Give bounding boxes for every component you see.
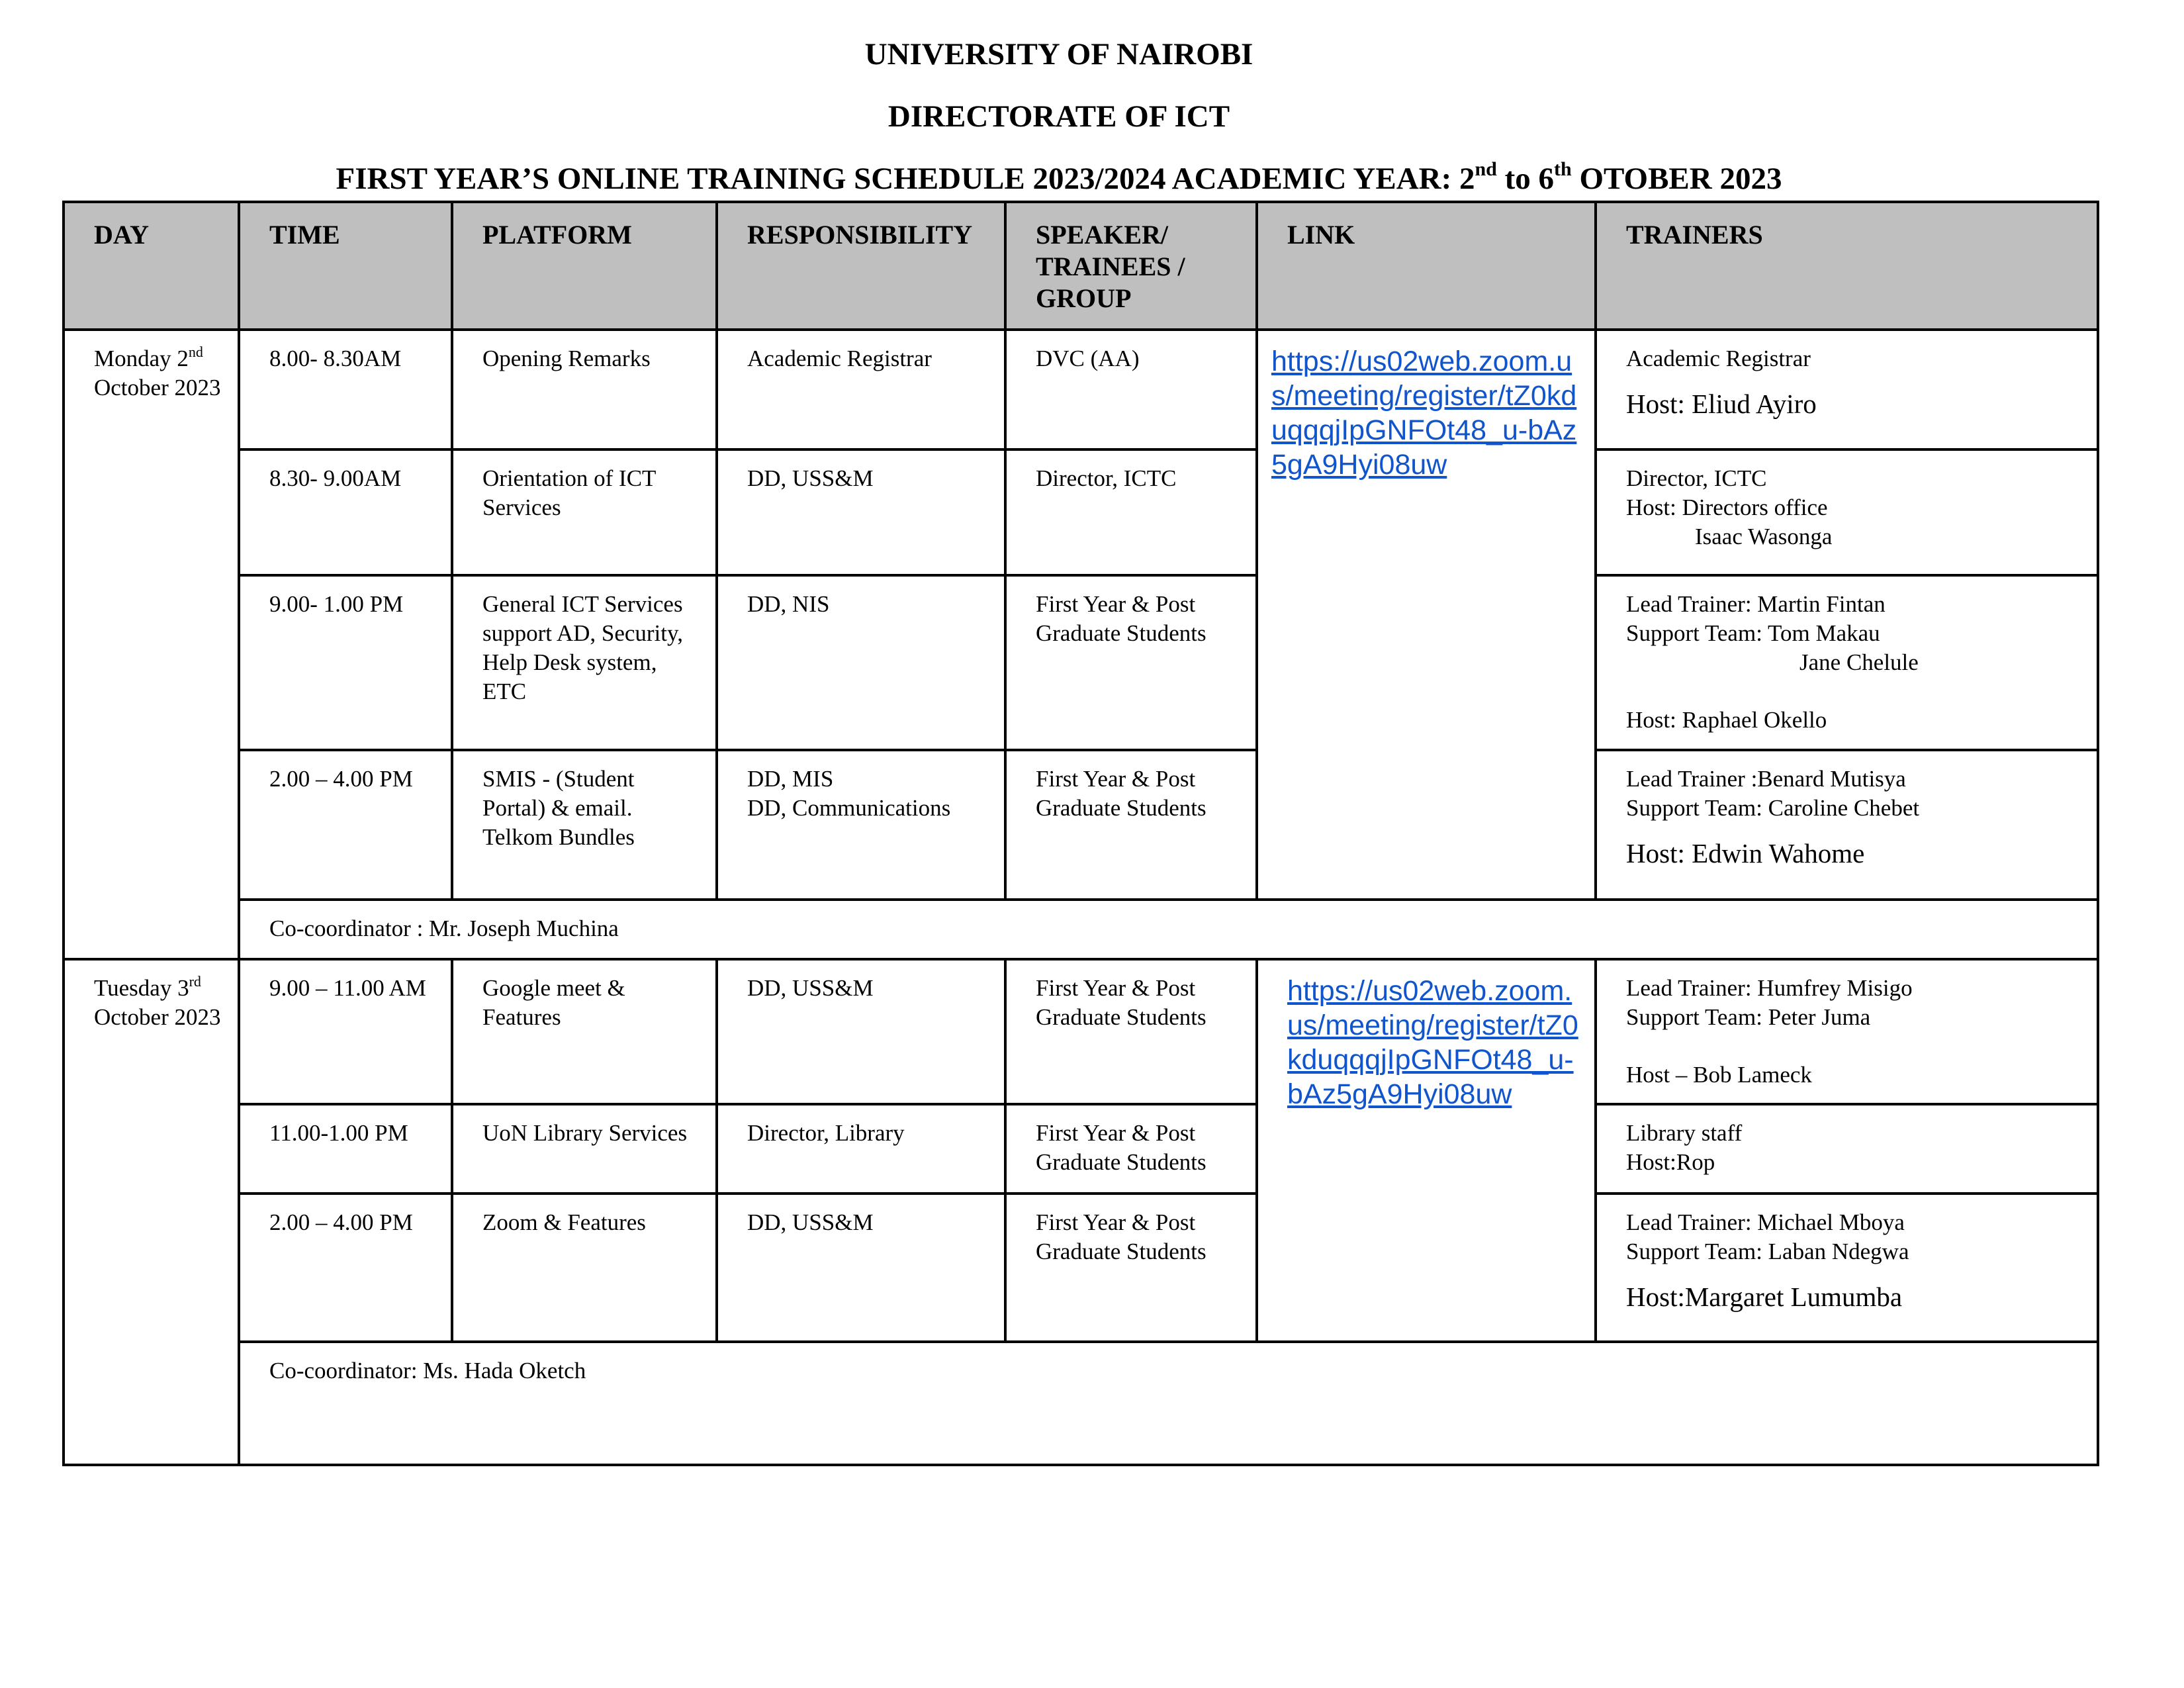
table-row	[64, 330, 2098, 449]
session-time: 2.00 – 4.00 PM	[239, 1194, 452, 1342]
session-time: 9.00- 1.00 PM	[239, 575, 452, 750]
session-platform: Orientation of ICT Services	[452, 449, 717, 575]
session-platform: Google meet & Features	[452, 959, 717, 1104]
session-trainers: Lead Trainer: Humfrey Misigo Support Team: Peter Juma Host – Bob Lameck	[1596, 959, 2098, 1104]
session-time: 9.00 – 11.00 AM	[239, 959, 452, 1104]
day-cell-monday: Monday 2nd October 2023	[64, 330, 239, 959]
session-responsibility: DD, USS&M	[717, 449, 1005, 575]
session-speaker: First Year & Post Graduate Students	[1005, 750, 1257, 900]
session-platform: Opening Remarks	[452, 330, 717, 449]
session-speaker: First Year & Post Graduate Students	[1005, 1194, 1257, 1342]
schedule-title: FIRST YEAR’S ONLINE TRAINING SCHEDULE 2023/2024 ACADEMIC YEAR: 2nd to 6th OTOBER 2023	[336, 158, 1782, 196]
link-cell	[1257, 330, 1596, 900]
column-header-link: LINK	[1257, 202, 1596, 330]
column-header-platform: PLATFORM	[452, 202, 717, 330]
session-responsibility: DD, USS&M	[717, 959, 1005, 1104]
coordinator-row	[64, 900, 2098, 959]
table-row	[64, 1104, 2098, 1194]
table-row	[64, 575, 2098, 750]
co-coordinator: Co-coordinator: Ms. Hada Oketch	[239, 1342, 2098, 1465]
co-coordinator: Co-coordinator : Mr. Joseph Muchina	[239, 900, 2098, 959]
session-platform: General ICT Services support AD, Security, Help Desk system, ETC	[452, 575, 717, 750]
session-trainers: Library staff Host:Rop	[1596, 1104, 2098, 1194]
session-speaker: First Year & Post Graduate Students	[1005, 575, 1257, 750]
schedule-table	[62, 201, 2099, 1466]
session-speaker: Director, ICTC	[1005, 449, 1257, 575]
session-time: 11.00-1.00 PM	[239, 1104, 452, 1194]
session-platform: UoN Library Services	[452, 1104, 717, 1194]
session-responsibility: Academic Registrar	[717, 330, 1005, 449]
header-row	[64, 202, 2098, 330]
zoom-registration-link[interactable]: https://us02web.zoom.us/meeting/register/tZ0kduqqqjIpGNFOt48_u-bAz5gA9Hyi08uw	[1271, 346, 1577, 481]
session-trainers: Lead Trainer: Michael Mboya Support Team: Laban Ndegwa Host:Margaret Lumumba	[1596, 1194, 2098, 1342]
directorate-title: DIRECTORATE OF ICT	[887, 99, 1230, 134]
table-row	[64, 750, 2098, 900]
session-responsibility: Director, Library	[717, 1104, 1005, 1194]
session-speaker: First Year & Post Graduate Students	[1005, 959, 1257, 1104]
table-row	[64, 449, 2098, 575]
coordinator-row	[64, 1342, 2098, 1465]
table-row	[64, 959, 2098, 1104]
session-trainers: Lead Trainer :Benard Mutisya Support Team: Caroline Chebet Host: Edwin Wahome	[1596, 750, 2098, 900]
session-trainers: Director, ICTC Host: Directors office Isaac Wasonga	[1596, 449, 2098, 575]
session-time: 8.00- 8.30AM	[239, 330, 452, 449]
session-time: 8.30- 9.00AM	[239, 449, 452, 575]
session-trainers: Lead Trainer: Martin Fintan Support Team: Tom Makau Jane Chelule Host: Raphael Okello	[1596, 575, 2098, 750]
session-trainers: Academic Registrar Host: Eliud Ayiro	[1596, 330, 2098, 449]
column-header-time: TIME	[239, 202, 452, 330]
column-header-speaker: SPEAKER/ TRAINEES / GROUP	[1005, 202, 1257, 330]
session-time: 2.00 – 4.00 PM	[239, 750, 452, 900]
session-speaker: DVC (AA)	[1005, 330, 1257, 449]
zoom-registration-link[interactable]: https://us02web.zoom.us/meeting/register/tZ0kduqqqjIpGNFOt48_u-bAz5gA9Hyi08uw	[1287, 975, 1578, 1110]
session-responsibility: DD, NIS	[717, 575, 1005, 750]
session-speaker: First Year & Post Graduate Students	[1005, 1104, 1257, 1194]
university-title: UNIVERSITY OF NAIROBI	[864, 37, 1253, 71]
day-cell-tuesday: Tuesday 3rd October 2023	[64, 959, 239, 1465]
link-cell	[1257, 959, 1596, 1342]
column-header-trainers: TRAINERS	[1596, 202, 2098, 330]
session-responsibility: DD, USS&M	[717, 1194, 1005, 1342]
session-platform: Zoom & Features	[452, 1194, 717, 1342]
session-platform: SMIS - (Student Portal) & email. Telkom Bundles	[452, 750, 717, 900]
table-row	[64, 1194, 2098, 1342]
session-responsibility: DD, MIS DD, Communications	[717, 750, 1005, 900]
column-header-responsibility: RESPONSIBILITY	[717, 202, 1005, 330]
column-header-day: DAY	[64, 202, 239, 330]
